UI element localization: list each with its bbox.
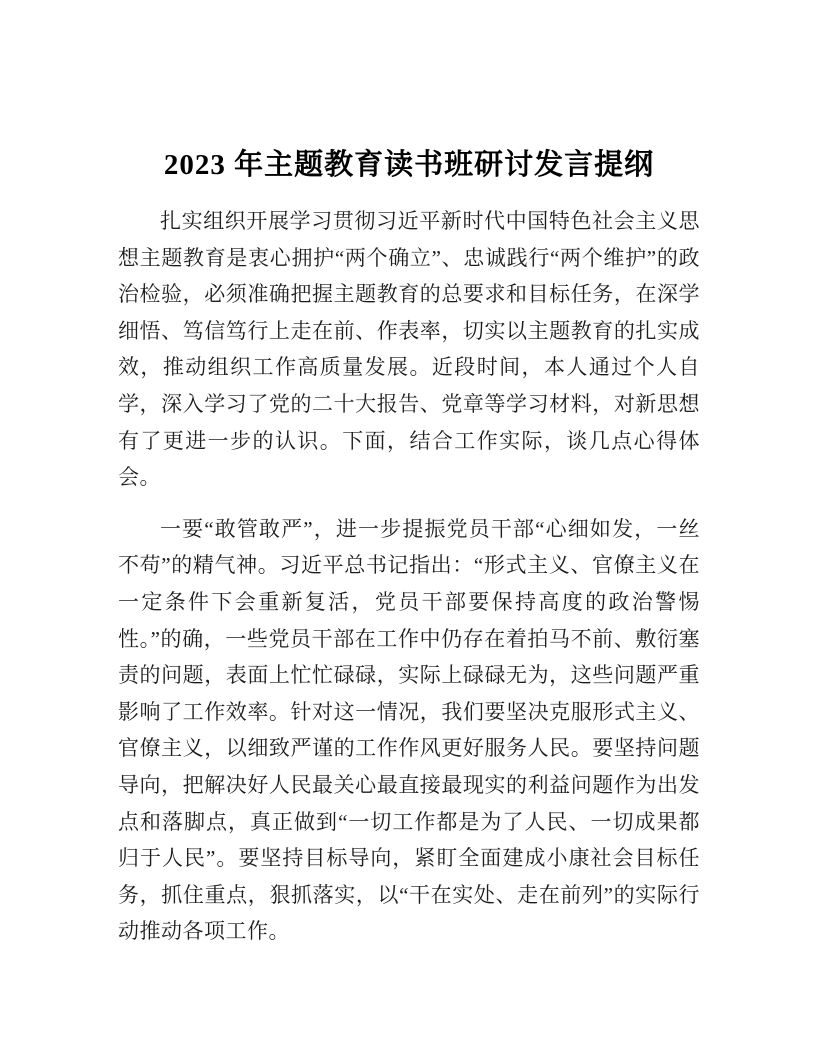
paragraph-intro: 扎实组织开展学习贯彻习近平新时代中国特色社会主义思想主题教育是衷心拥护“两个确立”、忠诚践行“两个维护”的政治检验，必须准确把握主题教育的总要求和目标任务，在深学细悟、笃信笃行上走在前、作表率，切实以主题教育的扎实成效，推动组织工作高质量发展。近段时间，本人通过个人自学，深入学习了党的二十大报告、党章等学习材料，对新思想有了更进一步的认识。下面，结合工作实际，谈几点心得体会。	[118, 209, 700, 490]
paragraph-point-one: 一要“敢管敢严”，进一步提振党员干部“心细如发，一丝不苟”的精气神。习近平总书记指出：“形式主义、官僚主义在一定条件下会重新复活，党员干部要保持高度的政治警惕性。”的确，一些党员干部在工作中仍存在着拍马不前、敷衍塞责的问题，表面上忙忙碌碌，实际上碌碌无为，这些问题严重影响了工作效率。针对这一情况，我们要坚决克服形式主义、官僚主义，以细致严谨的工作作风更好服务人民。要坚持问题导向，把解决好人民最关心最直接最现实的利益问题作为出发点和落脚点，真正做到“一切工作都是为了人民、一切成果都归于人民”。要坚持目标导向，紧盯全面建成小康社会目标任务，抓住重点，狠抓落实，以“干在实处、走在前列”的实际行动推动各项工作。	[118, 516, 700, 944]
document-title: 2023 年主题教育读书班研讨发言提纲	[163, 149, 655, 181]
document-body	[118, 203, 700, 950]
